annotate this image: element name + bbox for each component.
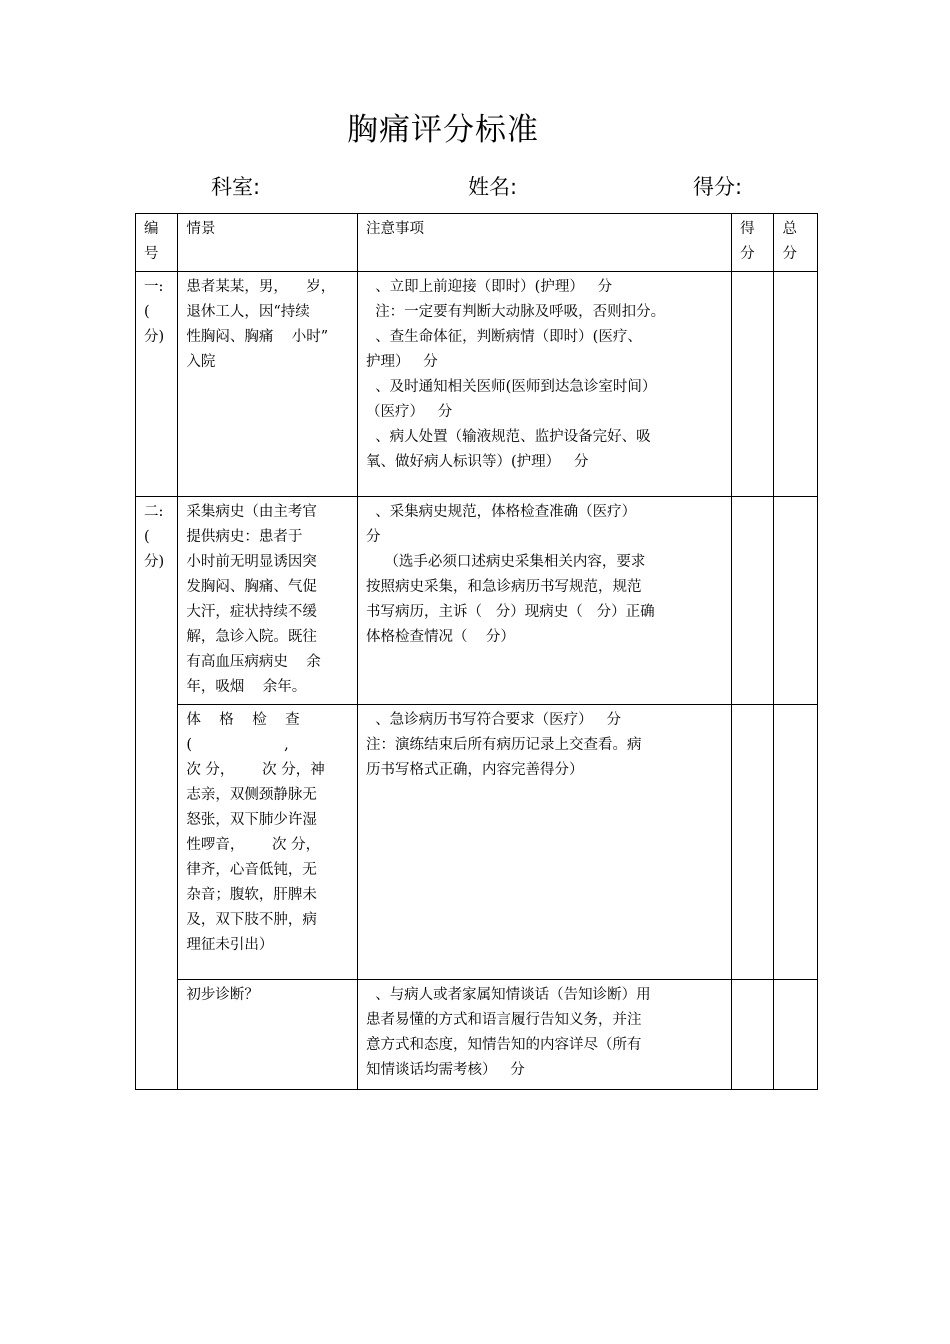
text-line: 氧、做好病人标识等）(护理） 分 bbox=[365, 454, 589, 470]
text-line: 知情谈话均需考核） 分 bbox=[365, 1062, 525, 1078]
header-score: 得分 bbox=[732, 214, 774, 272]
header-notes: 注意事项 bbox=[357, 214, 731, 272]
text-line: 书写病历，主诉（ 分）现病史（ 分）正确 bbox=[365, 604, 655, 620]
text-line: 、及时通知相关医师(医师到达急诊室时间） bbox=[365, 379, 657, 395]
text-line: 律齐，心音低钝，无 bbox=[186, 862, 317, 878]
section2-history-score-cell[interactable] bbox=[732, 497, 774, 705]
text-line: 、病人处置（输液规范、监护设备完好、吸 bbox=[365, 429, 651, 445]
text-line: ( bbox=[144, 304, 150, 320]
text-line: 分) bbox=[144, 554, 165, 570]
header-number: 编号 bbox=[136, 214, 178, 272]
section2-history-total-cell[interactable] bbox=[774, 497, 818, 705]
text-line: 按照病史采集，和急诊病历书写规范，规范 bbox=[365, 579, 642, 595]
scoring-table bbox=[135, 213, 818, 1090]
section2-diagnosis-total-cell[interactable] bbox=[774, 980, 818, 1090]
table-row bbox=[136, 705, 818, 980]
text-line: 性胸闷、胸痛 小时” bbox=[186, 329, 329, 345]
section2-history-scenario bbox=[178, 497, 358, 705]
text-line: 、采集病史规范，体格检查准确（医疗） bbox=[365, 504, 637, 520]
section2-history-notes bbox=[357, 497, 731, 705]
text-line: 退休工人，因“持续 bbox=[186, 304, 310, 320]
text-line: 有高血压病病史 余 bbox=[186, 654, 321, 670]
text-line: 注：一定要有判断大动脉及呼吸，否则扣分。 bbox=[365, 304, 666, 320]
section1-number bbox=[136, 272, 178, 497]
text-line: 历书写格式正确，内容完善得分） bbox=[365, 762, 584, 778]
page-title: 胸痛评分标准 bbox=[347, 112, 539, 148]
text-line: 解，急诊入院。既往 bbox=[186, 629, 317, 645]
section2-exam-scenario bbox=[178, 705, 358, 980]
text-line: 分) bbox=[144, 329, 165, 345]
section1-scenario bbox=[178, 272, 358, 497]
table-header-row bbox=[136, 214, 818, 272]
section2-number bbox=[136, 497, 178, 1090]
text-line: 二: bbox=[144, 504, 164, 520]
text-line: 、立即上前迎接（即时）(护理） 分 bbox=[365, 279, 613, 295]
text-line: 性啰音， 次 分， bbox=[186, 837, 321, 853]
text-line: 一: bbox=[144, 279, 164, 295]
text-line: 杂音；腹软，肝脾未 bbox=[186, 887, 317, 903]
table-row bbox=[136, 980, 818, 1090]
header-scenario: 情景 bbox=[178, 214, 358, 272]
text-line: 护理） 分 bbox=[365, 354, 438, 370]
header-total: 总分 bbox=[774, 214, 818, 272]
section1-total-cell[interactable] bbox=[774, 272, 818, 497]
section2-diagnosis-notes bbox=[357, 980, 731, 1090]
name-label: 姓名: bbox=[468, 175, 518, 199]
text-line: 、查生命体征，判断病情（即时）(医疗、 bbox=[365, 329, 642, 345]
department-label: 科室: bbox=[211, 175, 261, 199]
text-line: 提供病史：患者于 bbox=[186, 529, 303, 545]
section2-exam-notes bbox=[357, 705, 731, 980]
text-line: 理征未引出） bbox=[186, 937, 274, 953]
table-row bbox=[136, 497, 818, 705]
section1-notes bbox=[357, 272, 731, 497]
section2-diagnosis-score-cell[interactable] bbox=[732, 980, 774, 1090]
score-label: 得分: bbox=[693, 175, 743, 199]
text-line: ( , bbox=[186, 737, 289, 753]
text-line: 志亲，双侧颈静脉无 bbox=[186, 787, 317, 803]
section2-exam-score-cell[interactable] bbox=[732, 705, 774, 980]
text-line: 体 格 检 查 bbox=[186, 712, 300, 728]
text-line: ( bbox=[144, 529, 150, 545]
text-line: （选手必须口述病史采集相关内容，要求 bbox=[365, 554, 646, 570]
text-line: （医疗） 分 bbox=[365, 404, 453, 420]
text-line: 分 bbox=[365, 529, 381, 545]
table-row bbox=[136, 272, 818, 497]
text-line: 小时前无明显诱因突 bbox=[186, 554, 317, 570]
text-line: 年，吸烟 余年。 bbox=[186, 679, 307, 695]
section2-exam-total-cell[interactable] bbox=[774, 705, 818, 980]
text-line: 大汗，症状持续不缓 bbox=[186, 604, 317, 620]
section1-score-cell[interactable] bbox=[732, 272, 774, 497]
text-line: 初步诊断？ bbox=[186, 987, 259, 1003]
text-line: 怒张，双下肺少许湿 bbox=[186, 812, 317, 828]
text-line: 患者某某，男， 岁， bbox=[186, 279, 336, 295]
text-line: 注：演练结束后所有病历记录上交查看。病 bbox=[365, 737, 642, 753]
text-line: 患者易懂的方式和语言履行告知义务，并注 bbox=[365, 1012, 642, 1028]
text-line: 、与病人或者家属知情谈话（告知诊断）用 bbox=[365, 987, 651, 1003]
section2-diagnosis-scenario bbox=[178, 980, 358, 1090]
text-line: 意方式和态度，知情告知的内容详尽（所有 bbox=[365, 1037, 642, 1053]
text-line: 体格检查情况（ 分） bbox=[365, 629, 515, 645]
text-line: 采集病史（由主考官 bbox=[186, 504, 317, 520]
text-line: 、急诊病历书写符合要求（医疗） 分 bbox=[365, 712, 622, 728]
text-line: 次 分， 次 分，神 bbox=[186, 762, 325, 778]
text-line: 发胸闷、胸痛、气促 bbox=[186, 579, 317, 595]
text-line: 入院 bbox=[186, 354, 216, 370]
text-line: 及，双下肢不肿，病 bbox=[186, 912, 317, 928]
